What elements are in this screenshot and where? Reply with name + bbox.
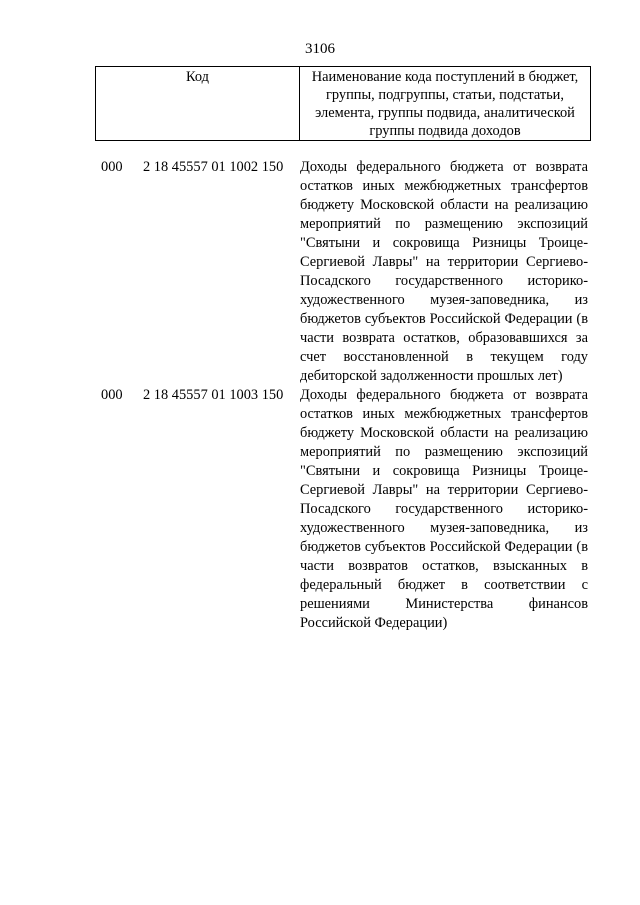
income-code: 2 18 45557 01 1002 150 [143,159,284,175]
page-number: 3106 [305,41,335,57]
admin-code: 000 [101,159,123,175]
income-code-list [0,158,640,633]
column-header-row [96,67,591,141]
income-code-row [0,386,640,633]
column-header-code: Код [96,67,300,141]
column-header-table [95,66,591,141]
income-code: 2 18 45557 01 1003 150 [143,387,284,403]
income-code-description: Доходы федерального бюджета от возврата остатков иных межбюджетных трансфертов бюджету Московской области на реализацию мероприятий по размещению экспозиций "Святыни и сокровища Ризницы Троице-Сергиевой Лавры" на территории Сергиево-Посадского государственного историко-художественного музея-заповедника, из бюджетов субъектов Российской Федерации (в части возвратов остатков, взысканных в федеральный бюджет в соответствии с решениями Министерства финансов Российской Федерации) [300,387,588,631]
column-header-name: Наименование кода поступлений в бюджет, группы, подгруппы, статьи, подстатьи, элемента, группы подвида, аналитической группы подвида доходов [300,67,591,141]
admin-code: 000 [101,387,123,403]
income-code-row [0,158,640,386]
income-code-description: Доходы федерального бюджета от возврата остатков иных межбюджетных трансфертов бюджету Московской области на реализацию мероприятий по размещению экспозиций "Святыни и сокровища Ризницы Троице-Сергиевой Лавры" на территории Сергиево-Посадского государственного историко-художественного музея-заповедника, из бюджетов субъектов Российской Федерации (в части возврата остатков, образовавшихся за счет восстановленной в текущем году дебиторской задолженности прошлых лет) [300,159,588,384]
